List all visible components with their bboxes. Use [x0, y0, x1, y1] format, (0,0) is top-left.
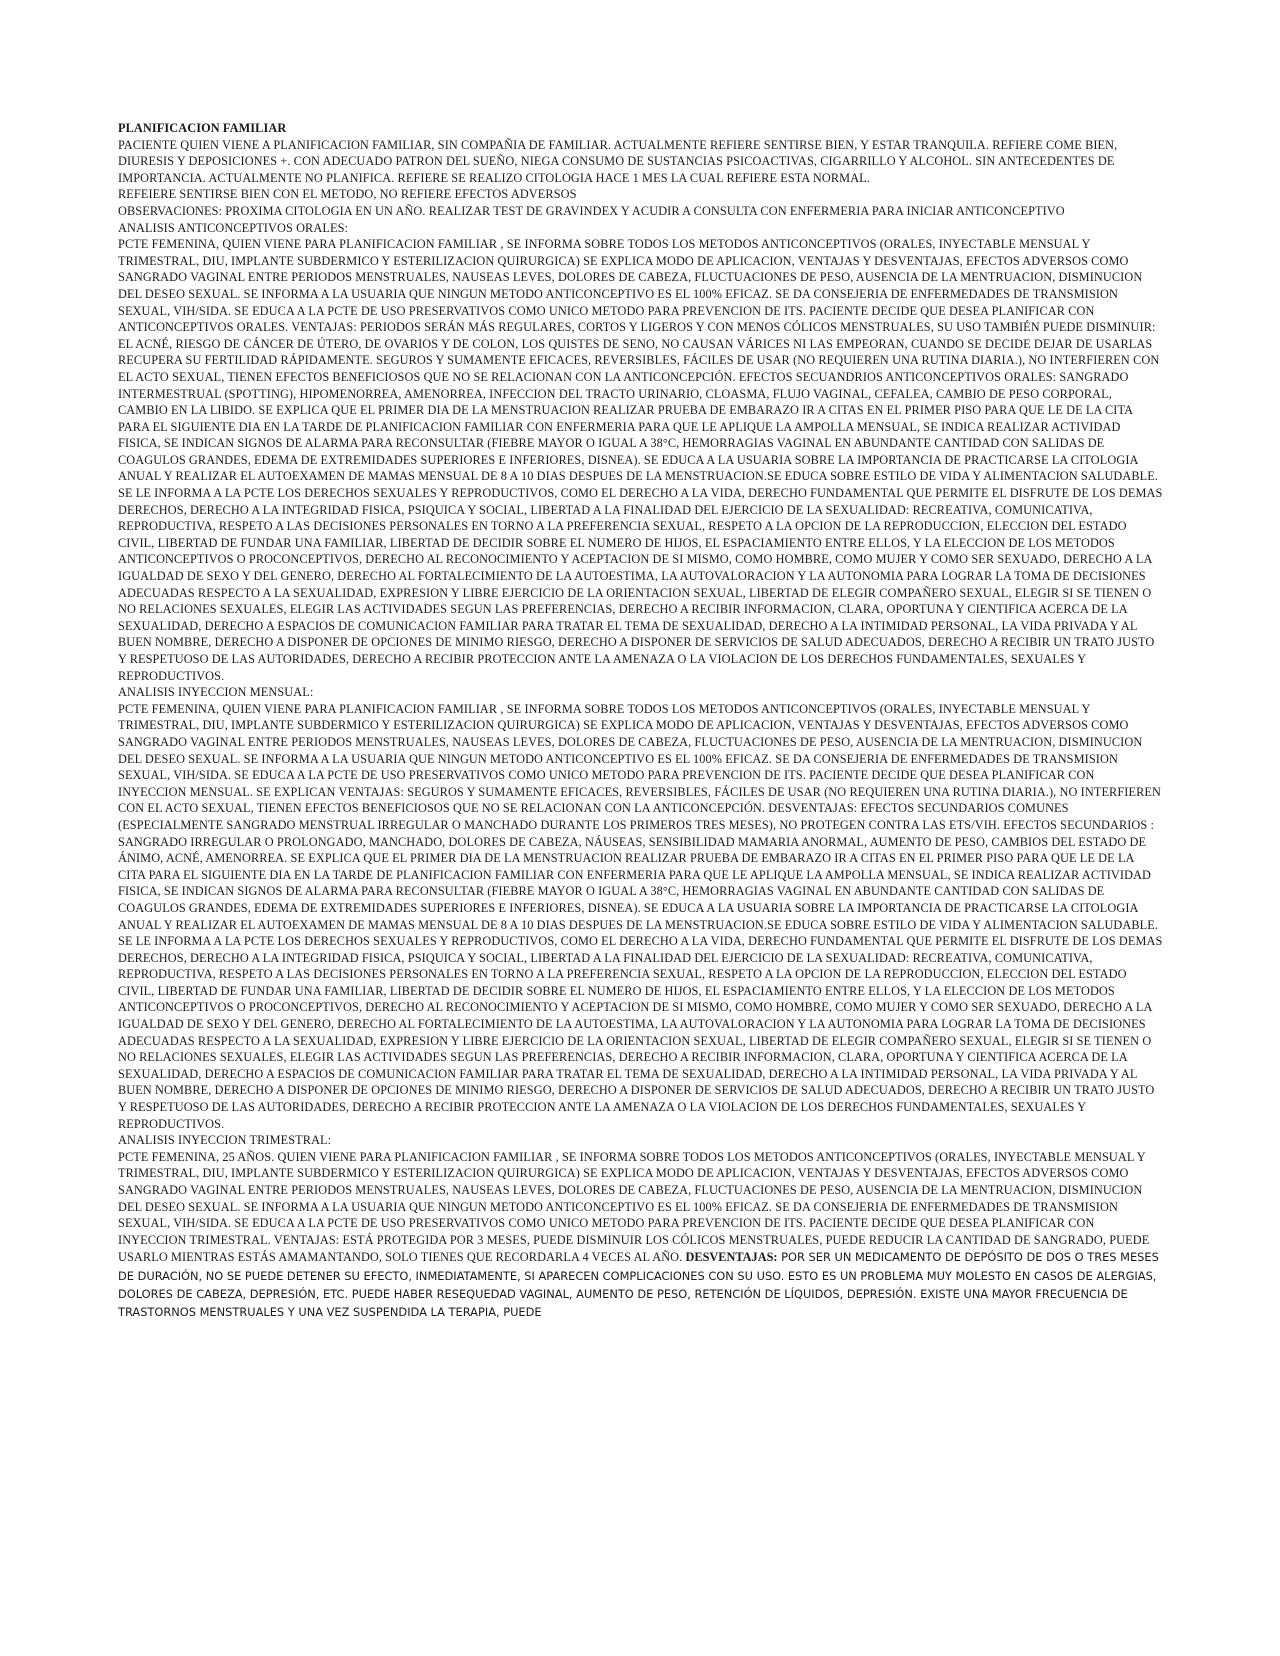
- method-feeling-paragraph: REFEIERE SENTIRSE BIEN CON EL METODO, NO REFIERE EFECTOS ADVERSOS: [118, 187, 577, 202]
- document-title: PLANIFICACION FAMILIAR: [118, 121, 287, 135]
- oral-section-body: PCTE FEMENINA, QUIEN VIENE PARA PLANIFICACION FAMILIAR , SE INFORMA SOBRE TODOS LOS METODOS ANTICONCEPTIVOS (ORALES, INYECTABLE MENSUAL Y TRIMESTRAL, DIU, IMPLANTE SUBDERMICO Y ESTERILIZACION QUIRURGICA) SE EXPLICA MODO DE APLICACION, VENTAJAS Y DESVENTAJAS, EFECTOS ADVERSOS COMO SANGRADO VAGINAL ENTRE PERIODOS MENSTRUALES, NAUSEAS LEVES, DOLORES DE CABEZA, FLUCTUACIONES DE PESO, AUSENCIA DE LA MENTRUACION, DISMINUCION DEL DESEO SEXUAL. SE INFORMA A LA USUARIA QUE NINGUN METODO ANTICONCEPTIVO ES EL 100% EFICAZ. SE DA CONSEJERIA DE ENFERMEDADES DE TRANSMISION SEXUAL, VIH/SIDA. SE EDUCA A LA PCTE DE USO PRESERVATIVOS COMO UNICO METODO PARA PREVENCION DE ITS. PACIENTE DECIDE QUE DESEA PLANIFICAR CON ANTICONCEPTIVOS ORALES. VENTAJAS: PERIODOS SERÁN MÁS REGULARES, CORTOS Y LIGEROS Y CON MENOS CÓLICOS MENSTRUALES, SU USO TAMBIÉN PUEDE DISMINUIR: EL ACNÉ, RIESGO DE CÁNCER DE ÚTERO, DE OVARIOS Y DE COLON, LOS QUISTES DE SENO, NO CAUSAN VÁRICES NI LAS EMPEORAN, CUANDO SE DECIDE DEJAR DE USARLAS RECUPERA SU FERTILIDAD RÁPIDAMENTE. SEGUROS Y SUMAMENTE EFICACES, REVERSIBLES, FÁCILES DE USAR (NO REQUIEREN UNA RUTINA DIARIA.), NO INTERFIEREN CON EL ACTO SEXUAL, TIENEN EFECTOS BENEFICIOSOS QUE NO SE RELACIONAN CON LA ANTICONCEPCIÓN. EFECTOS SECUANDRIOS ANTICONCEPTIVOS ORALES: SANGRADO INTERMESTRUAL (SPOTTING), HIPOMENORREA, AMENORREA, INFECCION DEL TRACTO URINARIO, CLOASMA, FLUJO VAGINAL, CEFALEA, CAMBIO DE PESO CORPORAL, CAMBIO EN LA LIBIDO. SE EXPLICA QUE EL PRIMER DIA DE LA MENSTRUACION REALIZAR PRUEBA DE EMBARAZO IR A CITAS EN EL PRIMER PISO PARA QUE LE DE LA CITA PARA EL SIGUIENTE DIA EN LA TARDE DE PLANIFICACION FAMILIAR CON ENFERMERIA PARA QUE LE APLIQUE LA AMPOLLA MENSUAL, SE INDICA REALIZAR ACTIVIDAD FISICA, SE INDICAN SIGNOS DE ALARMA PARA RECONSULTAR (FIEBRE MAYOR O IGUAL A 38°C, HEMORRAGIAS VAGINAL EN ABUNDANTE CANTIDAD CON SALIDAS DE COAGULOS GRANDES, EDEMA DE EXTREMIDADES SUPERIORES E INFERIORES, DISNEA). SE EDUCA A LA USUARIA SOBRE LA IMPORTANCIA DE PRACTICARSE LA CITOLOGIA ANUAL Y REALIZAR EL AUTOEXAMEN DE MAMAS MENSUAL DE 8 A 10 DIAS DESPUES DE LA MENSTRUACION.SE EDUCA SOBRE ESTILO DE VIDA Y ALIMENTACION SALUDABLE. SE LE INFORMA A LA PCTE LOS DERECHOS SEXUALES Y REPRODUCTIVOS, COMO EL DERECHO A LA VIDA, DERECHO FUNDAMENTAL QUE PERMITE EL DISFRUTE DE LOS DEMAS DERECHOS, DERECHO A LA INTEGRIDAD FISICA, PSIQUICA Y SOCIAL, LIBERTAD A LA FINALIDAD DEL EJERCICIO DE LA SEXUALIDAD: RECREATIVA, COMUNICATIVA, REPRODUCTIVA, RESPETO A LAS DECISIONES PERSONALES EN TORNO A LA PREFERENCIA SEXUAL, RESPETO A LA OPCION DE LA REPRODUCCION, ELECCION DEL ESTADO CIVIL, LIBERTAD DE FUNDAR UNA FAMILIAR, LIBERTAD DE DECIDIR SOBRE EL NUMERO DE HIJOS, EL ESPACIAMIENTO ENTRE ELLOS, Y LA ELECCION DE LOS METODOS ANTICONCEPTIVOS O PROCONCEPTIVOS, DERECHO AL RECONOCIMIENTO Y ACEPTACION DE SI MISMO, COMO HOMBRE, COMO MUJER Y COMO SER SEXUADO, DERECHO A LA IGUALDAD DE SEXO Y DEL GENERO, DERECHO AL FORTALECIMIENTO DE LA AUTOESTIMA, LA AUTOVALORACION Y LA AUTONOMIA PARA LOGRAR LA TOMA DE DECISIONES ADECUADAS RESPECTO A LA SEXUALIDAD, EXPRESION Y LIBRE EJERCICIO DE LA ORIENTACION SEXUAL, LIBERTAD DE ELEGIR COMPAÑERO SEXUAL, ELEGIR SI SE TIENEN O NO RELACIONES SEXUALES, ELEGIR LAS ACTIVIDADES SEGUN LAS PREFERENCIAS, DERECHO A RECIBIR INFORMACION, CLARA, OPORTUNA Y CIENTIFICA ACERCA DE LA SEXUALIDAD, DERECHO A ESPACIOS DE COMUNICACION FAMILIAR PARA TRATAR EL TEMA DE SEXUALIDAD, DERECHO A LA INTIMIDAD PERSONAL, LA VIDA PRIVADA Y AL BUEN NOMBRE, DERECHO A DISPONER DE OPCIONES DE MINIMO RIESGO, DERECHO A DISPONER DE SERVICIOS DE SALUD ADECUADOS, DERECHO A RECIBIR UN TRATO JUSTO Y RESPETUOSO DE LAS AUTORIDADES, DERECHO A RECIBIR PROTECCION ANTE LA AMENAZA O LA VIOLACION DE LOS DERECHOS FUNDAMENTALES, SEXUALES Y REPRODUCTIVOS.: [118, 237, 1163, 683]
- quarterly-section-body: [118, 1149, 1164, 1322]
- disadvantages-text: POR SER UN MEDICAMENTO DE DEPÓSITO DE DOS O TRES MESES DE DURACIÓN, NO SE PUEDE DETENER SU EFECTO, INMEDIATAMENTE, SI APARECEN COMPLICACIONES CON SU USO. ESTO ES UN PROBLEMA MUY MOLESTO EN CASOS DE ALERGIAS, DOLORES DE CABEZA, DEPRESIÓN, ETC. PUEDE HABER RESEQUEDAD VAGINAL, AUMENTO DE PESO, RETENCIÓN DE LÍQUIDOS, DEPRESIÓN. EXISTE UNA MAYOR FRECUENCIA DE TRASTORNOS MENSTRUALES Y UNA VEZ SUSPENDIDA LA TERAPIA, PUEDE: [118, 1250, 1159, 1320]
- oral-section-heading: ANALISIS ANTICONCEPTIVOS ORALES:: [118, 220, 349, 235]
- monthly-section-body: PCTE FEMENINA, QUIEN VIENE PARA PLANIFICACION FAMILIAR , SE INFORMA SOBRE TODOS LOS METODOS ANTICONCEPTIVOS (ORALES, INYECTABLE MENSUAL Y TRIMESTRAL, DIU, IMPLANTE SUBDERMICO Y ESTERILIZACION QUIRURGICA) SE EXPLICA MODO DE APLICACION, VENTAJAS Y DESVENTAJAS, EFECTOS ADVERSOS COMO SANGRADO VAGINAL ENTRE PERIODOS MENSTRUALES, NAUSEAS LEVES, DOLORES DE CABEZA, FLUCTUACIONES DE PESO, AUSENCIA DE LA MENTRUACION, DISMINUCION DEL DESEO SEXUAL. SE INFORMA A LA USUARIA QUE NINGUN METODO ANTICONCEPTIVO ES EL 100% EFICAZ. SE DA CONSEJERIA DE ENFERMEDADES DE TRANSMISION SEXUAL, VIH/SIDA. SE EDUCA A LA PCTE DE USO PRESERVATIVOS COMO UNICO METODO PARA PREVENCION DE ITS. PACIENTE DECIDE QUE DESEA PLANIFICAR CON INYECCION MENSUAL. SE EXPLICAN VENTAJAS: SEGUROS Y SUMAMENTE EFICACES, REVERSIBLES, FÁCILES DE USAR (NO REQUIEREN UNA RUTINA DIARIA.), NO INTERFIEREN CON EL ACTO SEXUAL, TIENEN EFECTOS BENEFICIOSOS QUE NO SE RELACIONAN CON LA ANTICONCEPCIÓN. DESVENTAJAS: EFECTOS SECUNDARIOS COMUNES (ESPECIALMENTE SANGRADO MENSTRUAL IRREGULAR O MANCHADO DURANTE LOS PRIMEROS TRES MESES), NO PROTEGEN CONTRA LAS ETS/VIH. EFECTOS SECUNDARIOS : SANGRADO IRREGULAR O PROLONGADO, MANCHADO, DOLORES DE CABEZA, NÁUSEAS, SENSIBILIDAD MAMARIA ANORMAL, AUMENTO DE PESO, CAMBIOS DEL ESTADO DE ÁNIMO, ACNÉ, AMENORREA. SE EXPLICA QUE EL PRIMER DIA DE LA MENSTRUACION REALIZAR PRUEBA DE EMBARAZO IR A CITAS EN EL PRIMER PISO PARA QUE LE DE LA CITA PARA EL SIGUIENTE DIA EN LA TARDE DE PLANIFICACION FAMILIAR CON ENFERMERIA PARA QUE LE APLIQUE LA AMPOLLA MENSUAL, SE INDICA REALIZAR ACTIVIDAD FISICA, SE INDICAN SIGNOS DE ALARMA PARA RECONSULTAR (FIEBRE MAYOR O IGUAL A 38°C, HEMORRAGIAS VAGINAL EN ABUNDANTE CANTIDAD CON SALIDAS DE COAGULOS GRANDES, EDEMA DE EXTREMIDADES SUPERIORES E INFERIORES, DISNEA). SE EDUCA A LA USUARIA SOBRE LA IMPORTANCIA DE PRACTICARSE LA CITOLOGIA ANUAL Y REALIZAR EL AUTOEXAMEN DE MAMAS MENSUAL DE 8 A 10 DIAS DESPUES DE LA MENSTRUACION.SE EDUCA SOBRE ESTILO DE VIDA Y ALIMENTACION SALUDABLE. SE LE INFORMA A LA PCTE LOS DERECHOS SEXUALES Y REPRODUCTIVOS, COMO EL DERECHO A LA VIDA, DERECHO FUNDAMENTAL QUE PERMITE EL DISFRUTE DE LOS DEMAS DERECHOS, DERECHO A LA INTEGRIDAD FISICA, PSIQUICA Y SOCIAL, LIBERTAD A LA FINALIDAD DEL EJERCICIO DE LA SEXUALIDAD: RECREATIVA, COMUNICATIVA, REPRODUCTIVA, RESPETO A LAS DECISIONES PERSONALES EN TORNO A LA PREFERENCIA SEXUAL, RESPETO A LA OPCION DE LA REPRODUCCION, ELECCION DEL ESTADO CIVIL, LIBERTAD DE FUNDAR UNA FAMILIAR, LIBERTAD DE DECIDIR SOBRE EL NUMERO DE HIJOS, EL ESPACIAMIENTO ENTRE ELLOS, Y LA ELECCION DE LOS METODOS ANTICONCEPTIVOS O PROCONCEPTIVOS, DERECHO AL RECONOCIMIENTO Y ACEPTACION DE SI MISMO, COMO HOMBRE, COMO MUJER Y COMO SER SEXUADO, DERECHO A LA IGUALDAD DE SEXO Y DEL GENERO, DERECHO AL FORTALECIMIENTO DE LA AUTOESTIMA, LA AUTOVALORACION Y LA AUTONOMIA PARA LOGRAR LA TOMA DE DECISIONES ADECUADAS RESPECTO A LA SEXUALIDAD, EXPRESION Y LIBRE EJERCICIO DE LA ORIENTACION SEXUAL, LIBERTAD DE ELEGIR COMPAÑERO SEXUAL, ELEGIR SI SE TIENEN O NO RELACIONES SEXUALES, ELEGIR LAS ACTIVIDADES SEGUN LAS PREFERENCIAS, DERECHO A RECIBIR INFORMACION, CLARA, OPORTUNA Y CIENTIFICA ACERCA DE LA SEXUALIDAD, DERECHO A ESPACIOS DE COMUNICACION FAMILIAR PARA TRATAR EL TEMA DE SEXUALIDAD, DERECHO A LA INTIMIDAD PERSONAL, LA VIDA PRIVADA Y AL BUEN NOMBRE, DERECHO A DISPONER DE OPCIONES DE MINIMO RIESGO, DERECHO A DISPONER DE SERVICIOS DE SALUD ADECUADOS, DERECHO A RECIBIR UN TRATO JUSTO Y RESPETUOSO DE LAS AUTORIDADES, DERECHO A RECIBIR PROTECCION ANTE LA AMENAZA O LA VIOLACION DE LOS DERECHOS FUNDAMENTALES, SEXUALES Y REPRODUCTIVOS.: [118, 701, 1163, 1131]
- document-page: [118, 120, 1164, 1322]
- disadvantages-label: DESVENTAJAS:: [685, 1250, 778, 1265]
- intro-paragraph: PACIENTE QUIEN VIENE A PLANIFICACION FAMILIAR, SIN COMPAÑIA DE FAMILIAR. ACTUALMENTE REFIERE SENTIRSE BIEN, Y ESTAR TRANQUILA. REFIERE COME BIEN, DIURESIS Y DEPOSICIONES +. CON ADECUADO PATRON DEL SUEÑO, NIEGA CONSUMO DE SUSTANCIAS PSICOACTIVAS, CIGARRILLO Y ALCOHOL. SIN ANTECEDENTES DE IMPORTANCIA. ACTUALMENTE NO PLANIFICA. REFIERE SE REALIZO CITOLOGIA HACE 1 MES LA CUAL REFIERE ESTA NORMAL.: [118, 137, 1118, 185]
- observations-paragraph: OBSERVACIONES: PROXIMA CITOLOGIA EN UN AÑO. REALIZAR TEST DE GRAVINDEX Y ACUDIR A CONSULTA CON ENFERMERIA PARA INICIAR ANTICONCEPTIVO: [118, 203, 1065, 218]
- quarterly-body-text: PCTE FEMENINA, 25 AÑOS. QUIEN VIENE PARA PLANIFICACION FAMILIAR , SE INFORMA SOBRE TODOS LOS METODOS ANTICONCEPTIVOS (ORALES, INYECTABLE MENSUAL Y TRIMESTRAL, DIU, IMPLANTE SUBDERMICO Y ESTERILIZACION QUIRURGICA) SE EXPLICA MODO DE APLICACION, VENTAJAS Y DESVENTAJAS, EFECTOS ADVERSOS COMO SANGRADO VAGINAL ENTRE PERIODOS MENSTRUALES, NAUSEAS LEVES, DOLORES DE CABEZA, FLUCTUACIONES DE PESO, AUSENCIA DE LA MENTRUACION, DISMINUCION DEL DESEO SEXUAL. SE INFORMA A LA USUARIA QUE NINGUN METODO ANTICONCEPTIVO ES EL 100% EFICAZ. SE DA CONSEJERIA DE ENFERMEDADES DE TRANSMISION SEXUAL, VIH/SIDA. SE EDUCA A LA PCTE DE USO PRESERVATIVOS COMO UNICO METODO PARA PREVENCION DE ITS. PACIENTE DECIDE QUE DESEA PLANIFICAR CON INYECCION TRIMESTRAL. VENTAJAS: ESTÁ PROTEGIDA POR 3 MESES, PUEDE DISMINUIR LOS CÓLICOS MENSTRUALES, PUEDE REDUCIR LA CANTIDAD DE SANGRADO, PUEDE USARLO MIENTRAS ESTÁS AMAMANTANDO, SOLO TIENES QUE RECORDARLA 4 VECES AL AÑO.: [118, 1149, 1150, 1265]
- monthly-section-heading: ANALISIS INYECCION MENSUAL:: [118, 685, 314, 700]
- quarterly-section-heading: ANALISIS INYECCION TRIMESTRAL:: [118, 1133, 332, 1148]
